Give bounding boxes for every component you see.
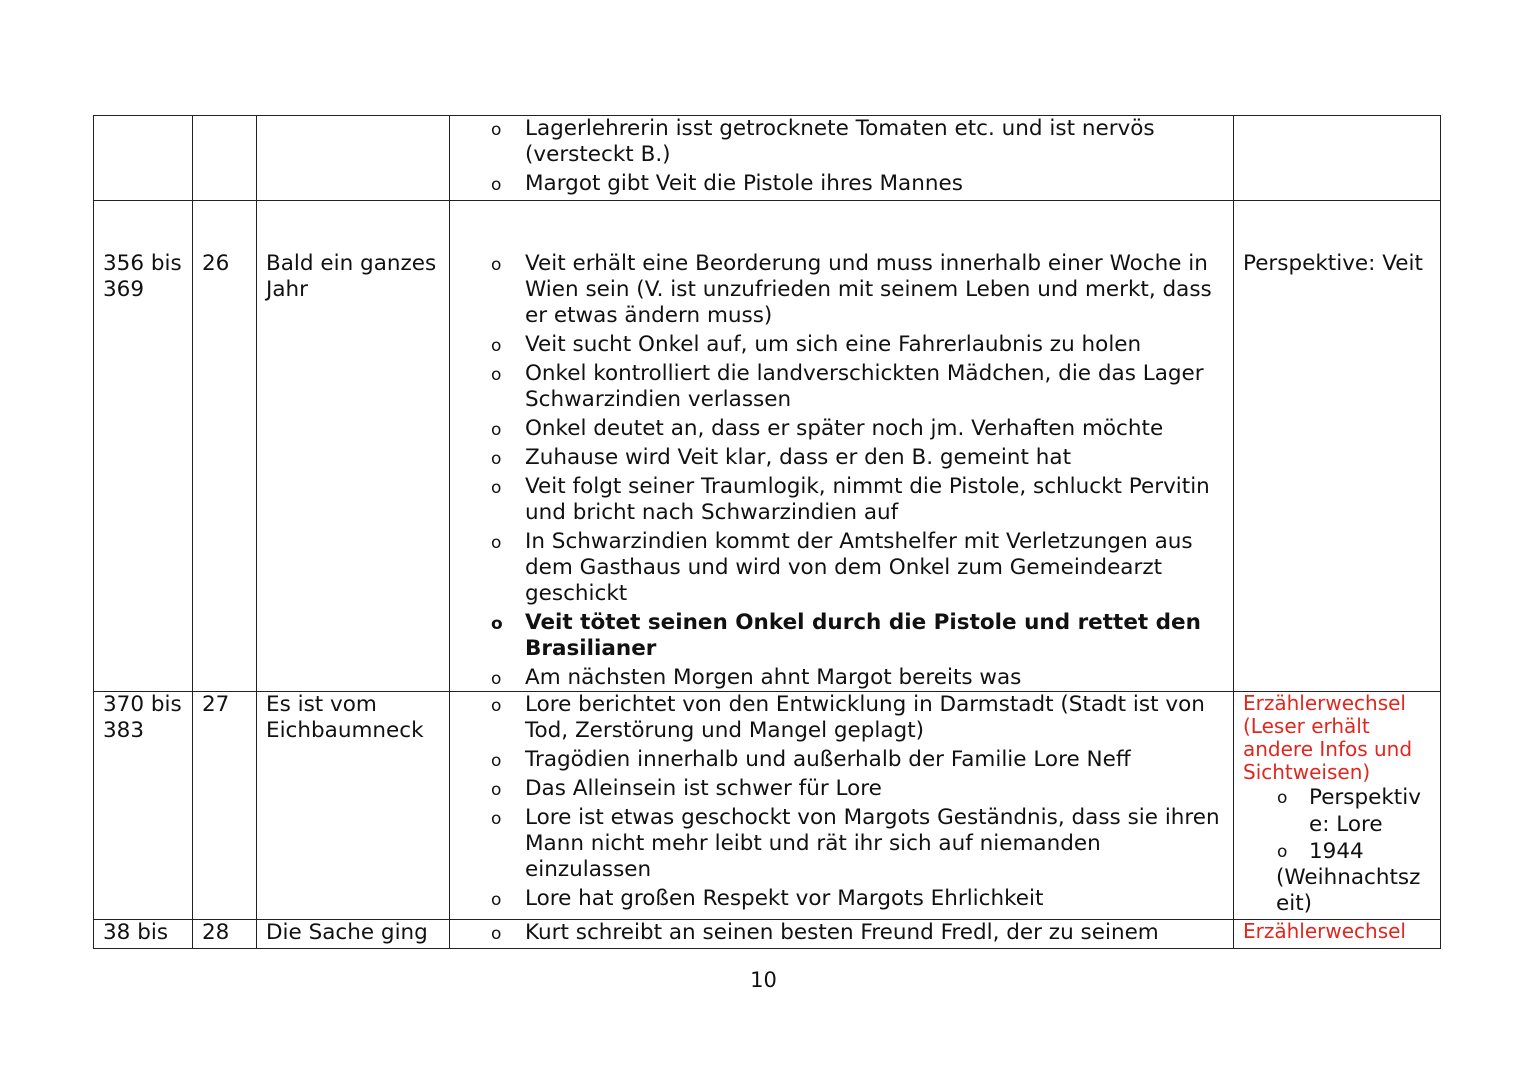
page-number: 10 bbox=[750, 968, 777, 992]
list-item: o Am nächsten Morgen ahnt Margot bereits was bbox=[525, 665, 1224, 691]
list-item: o Margot gibt Veit die Pistole ihres Mannes bbox=[525, 171, 1224, 197]
list-item: o Onkel deutet an, dass er später noch jm. Verhaften möchte bbox=[525, 416, 1224, 442]
pages-cell: 356 bis 369 bbox=[94, 201, 193, 692]
chapter-table bbox=[93, 115, 1441, 949]
event-list bbox=[459, 692, 1224, 912]
events-cell bbox=[450, 116, 1234, 201]
list-item: o In Schwarzindien kommt der Amtshelfer mit Verletzungen aus dem Gasthaus und wird von dem Onkel zum Gemeindearzt geschickt bbox=[525, 529, 1224, 607]
list-item: o Das Alleinsein ist schwer für Lore bbox=[525, 776, 1224, 802]
list-item: o Lore berichtet von den Entwicklung in Darmstadt (Stadt ist von Tod, Zerstörung und Mangel geplagt) bbox=[525, 692, 1224, 744]
title-cell: Die Sache ging bbox=[257, 920, 450, 949]
list-item: o Onkel kontrolliert die landverschickten Mädchen, die das Lager Schwarzindien verlassen bbox=[525, 361, 1224, 413]
table-row bbox=[94, 692, 1441, 920]
list-item: o Veit erhält eine Beorderung und muss innerhalb einer Woche in Wien sein (V. ist unzufrieden mit seinem Leben und merkt, dass er etwas ändern muss) bbox=[525, 251, 1224, 329]
note-list bbox=[1243, 784, 1431, 917]
event-list bbox=[459, 920, 1224, 946]
narrator-change-note: Erzählerwechsel bbox=[1243, 919, 1406, 943]
list-item: (Weihnachtsz eit) bbox=[1276, 865, 1421, 916]
list-item: o Lore ist etwas geschockt von Margots Geständnis, dass sie ihren Mann nicht mehr leibt und rät ihr sich auf niemanden einzulassen bbox=[525, 805, 1224, 883]
events-cell bbox=[450, 201, 1234, 692]
pages-cell: 38 bis bbox=[94, 920, 193, 949]
title-cell: Bald ein ganzes Jahr bbox=[257, 201, 450, 692]
pages-cell: 370 bis 383 bbox=[94, 692, 193, 920]
chapter-cell: 26 bbox=[193, 201, 257, 692]
events-cell bbox=[450, 920, 1234, 949]
note-cell: Perspektive: Veit bbox=[1234, 201, 1441, 692]
chapter-cell: 28 bbox=[193, 920, 257, 949]
note-cell bbox=[1234, 920, 1441, 949]
list-item: o Zuhause wird Veit klar, dass er den B. gemeint hat bbox=[525, 445, 1224, 471]
list-item: o Veit folgt seiner Traumlogik, nimmt die Pistole, schluckt Pervitin und bricht nach Schwarzindien auf bbox=[525, 474, 1224, 526]
list-item: o Tragödien innerhalb und außerhalb der Familie Lore Neff bbox=[525, 747, 1224, 773]
event-list bbox=[459, 116, 1224, 197]
table-row bbox=[94, 201, 1441, 692]
table-row bbox=[94, 920, 1441, 949]
note-cell bbox=[1234, 692, 1441, 920]
list-item: o Veit sucht Onkel auf, um sich eine Fahrerlaubnis zu holen bbox=[525, 332, 1224, 358]
title-cell: Es ist vom Eichbaumneck bbox=[257, 692, 450, 920]
note-cell bbox=[1234, 116, 1441, 201]
events-cell bbox=[450, 692, 1234, 920]
list-item: o Lore hat großen Respekt vor Margots Ehrlichkeit bbox=[525, 886, 1224, 912]
narrator-change-note: Erzählerwechsel (Leser erhält andere Infos und Sichtweisen) bbox=[1243, 691, 1413, 784]
table-row bbox=[94, 116, 1441, 201]
list-item: o Kurt schreibt an seinen besten Freund Fredl, der zu seinem bbox=[525, 920, 1224, 946]
chapter-cell: 27 bbox=[193, 692, 257, 920]
list-item: o Lagerlehrerin isst getrocknete Tomaten etc. und ist nervös (versteckt B.) bbox=[525, 116, 1224, 168]
chapter-cell bbox=[193, 116, 257, 201]
list-item: o Perspektiv e: Lore bbox=[1243, 784, 1431, 838]
pages-cell bbox=[94, 116, 193, 201]
event-list bbox=[459, 251, 1224, 691]
title-cell bbox=[257, 116, 450, 201]
list-item: o 1944 bbox=[1243, 838, 1431, 865]
list-item: o Veit tötet seinen Onkel durch die Pistole und rettet den Brasilianer bbox=[525, 610, 1224, 662]
